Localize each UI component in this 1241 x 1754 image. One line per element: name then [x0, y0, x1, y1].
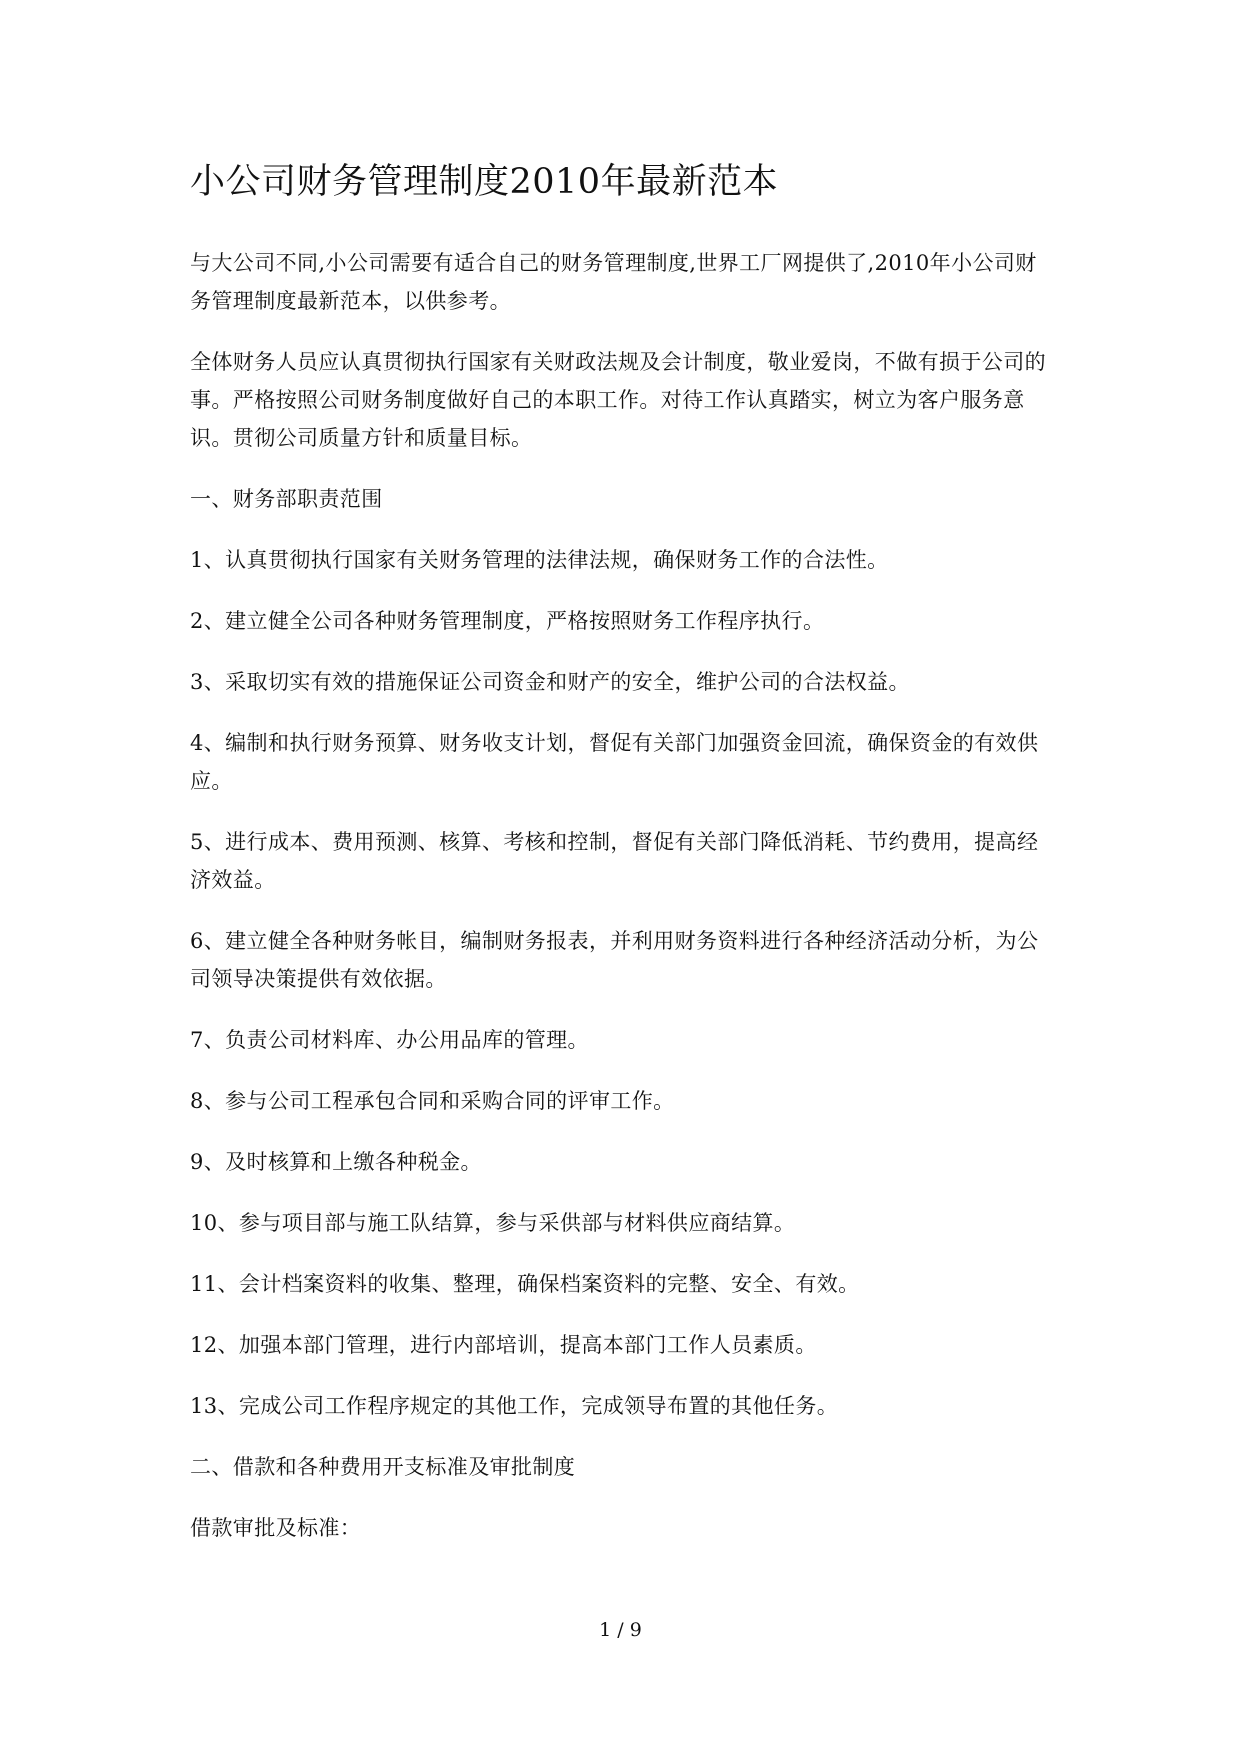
page-number: 1 / 9: [599, 1619, 642, 1641]
subsection-label: 借款审批及标准：: [190, 1516, 362, 1540]
section-heading-1: 一、财务部职责范围: [190, 487, 383, 511]
list-item-5: 5、进行成本、费用预测、核算、考核和控制，督促有关部门降低消耗、节约费用，提高经济效益。: [190, 830, 1039, 892]
document-body: [190, 244, 1050, 1570]
list-item-12: 12、加强本部门管理，进行内部培训，提高本部门工作人员素质。: [190, 1333, 817, 1357]
list-item-2: 2、建立健全公司各种财务管理制度，严格按照财务工作程序执行。: [190, 609, 825, 633]
list-item-11: 11、会计档案资料的收集、整理，确保档案资料的完整、安全、有效。: [190, 1272, 860, 1296]
list-item-3: 3、采取切实有效的措施保证公司资金和财产的安全，维护公司的合法权益。: [190, 670, 910, 694]
list-item-8: 8、参与公司工程承包合同和采购合同的评审工作。: [190, 1089, 675, 1113]
paragraph-general-requirements: 全体财务人员应认真贯彻执行国家有关财政法规及会计制度，敬业爱岗，不做有损于公司的事。严格按照公司财务制度做好自己的本职工作。对待工作认真踏实，树立为客户服务意识。贯彻公司质量方针和质量目标。: [190, 350, 1046, 450]
list-item-6: 6、建立健全各种财务帐目，编制财务报表，并利用财务资料进行各种经济活动分析，为公司领导决策提供有效依据。: [190, 929, 1039, 991]
paragraph-intro: 与大公司不同,小公司需要有适合自己的财务管理制度,世界工厂网提供了,2010年小公司财务管理制度最新范本，以供参考。: [190, 251, 1037, 313]
list-item-1: 1、认真贯彻执行国家有关财务管理的法律法规，确保财务工作的合法性。: [190, 548, 889, 572]
list-item-10: 10、参与项目部与施工队结算，参与采供部与材料供应商结算。: [190, 1211, 796, 1235]
list-item-13: 13、完成公司工作程序规定的其他工作，完成领导布置的其他任务。: [190, 1394, 839, 1418]
list-item-9: 9、及时核算和上缴各种税金。: [190, 1150, 482, 1174]
list-item-4: 4、编制和执行财务预算、财务收支计划，督促有关部门加强资金回流，确保资金的有效供应。: [190, 731, 1039, 793]
list-item-7: 7、负责公司材料库、办公用品库的管理。: [190, 1028, 589, 1052]
document-title: 小公司财务管理制度2010年最新范本: [190, 162, 779, 202]
section-heading-2: 二、借款和各种费用开支标准及审批制度: [190, 1455, 576, 1479]
